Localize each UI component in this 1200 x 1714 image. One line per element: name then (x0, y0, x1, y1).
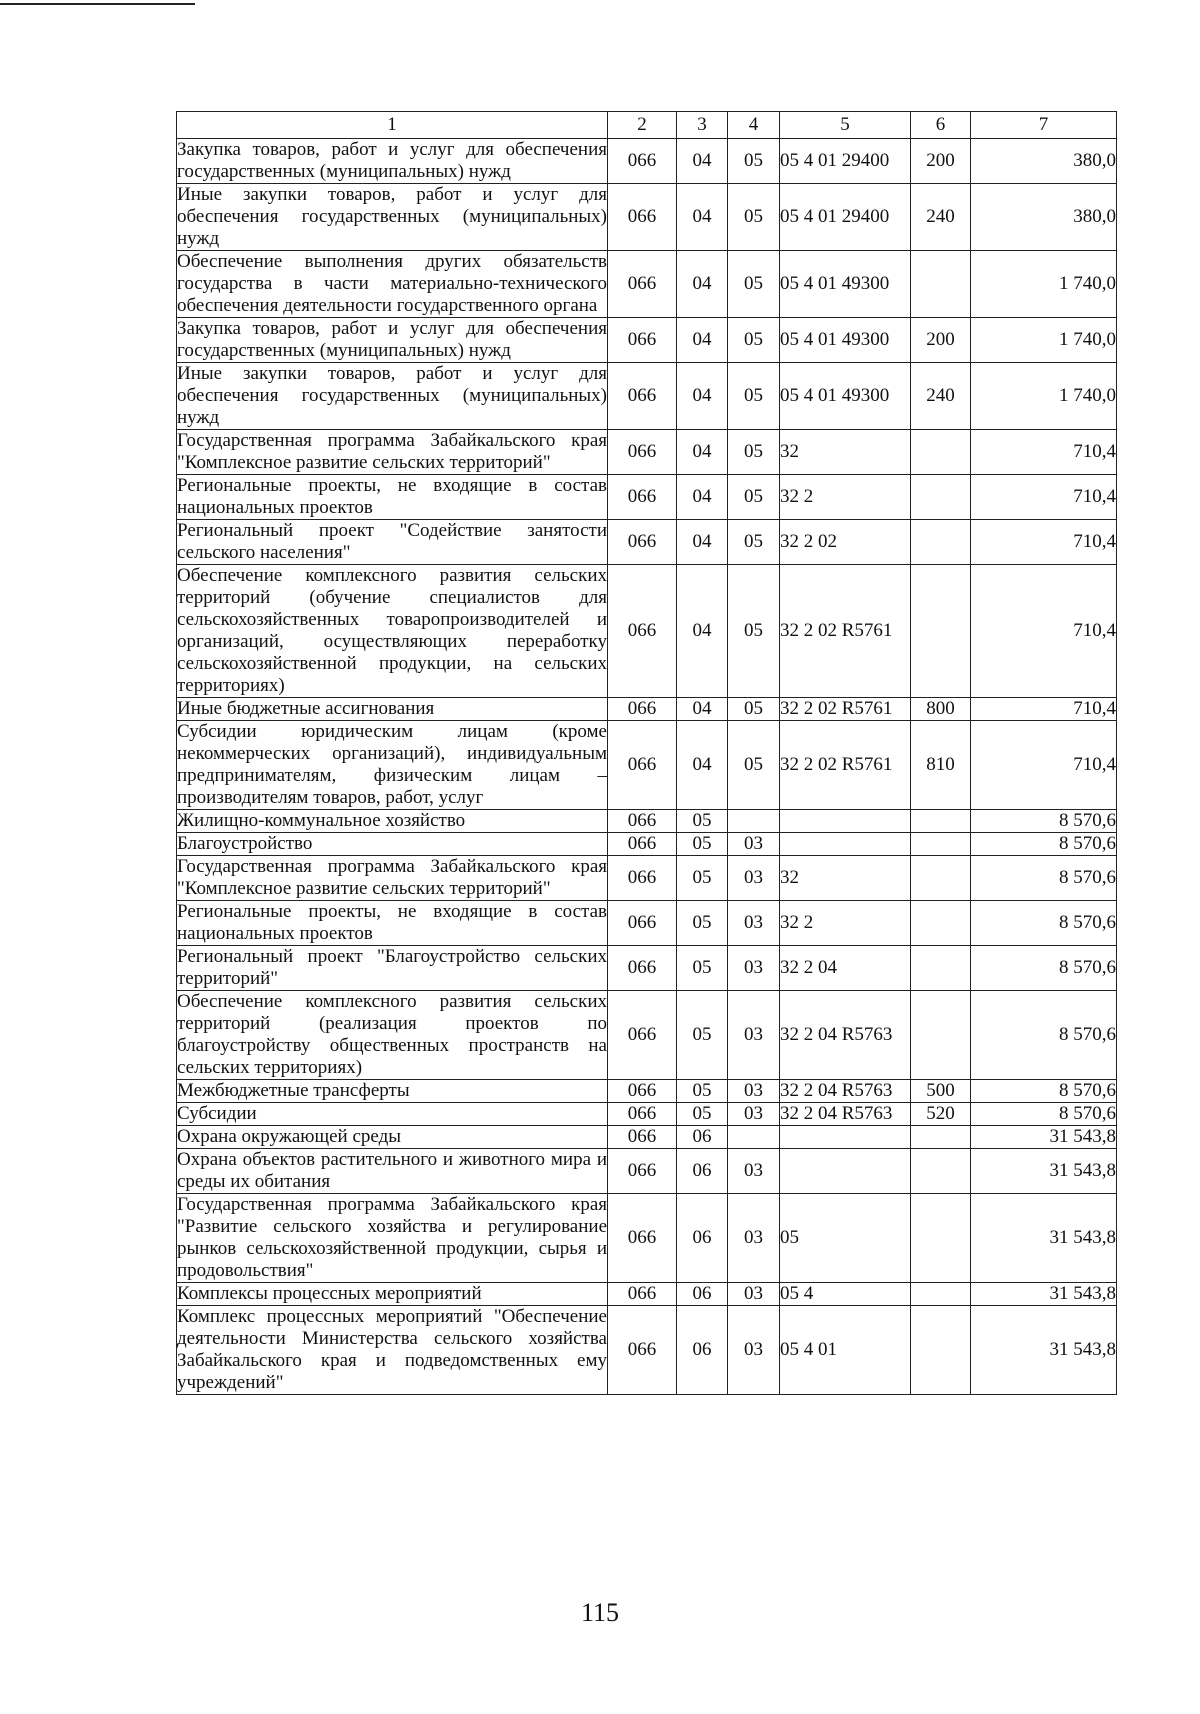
cell-target-article: 32 2 02 R5761 (780, 698, 911, 721)
cell-amount: 8 570,6 (971, 901, 1117, 946)
cell-target-article: 05 4 01 49300 (780, 318, 911, 363)
cell-target-article: 05 4 01 49300 (780, 363, 911, 430)
cell-expense-type: 500 (911, 1080, 971, 1103)
cell-subsection: 05 (728, 251, 780, 318)
cell-subsection: 05 (728, 721, 780, 810)
table-row (177, 520, 1117, 565)
cell-expense-type (911, 430, 971, 475)
row-name: Закупка товаров, работ и услуг для обеспечения государственных (муниципальных) нужд (177, 318, 607, 361)
cell-expense-type (911, 520, 971, 565)
cell-target-article: 32 2 04 R5763 (780, 991, 911, 1080)
cell-subsection: 03 (728, 856, 780, 901)
column-header: 5 (780, 112, 911, 139)
cell-target-article: 32 2 04 R5763 (780, 1103, 911, 1126)
row-name: Охрана окружающей среды (177, 1126, 608, 1149)
column-header: 4 (728, 112, 780, 139)
row-name: Государственная программа Забайкальского края "Комплексное развитие сельских территорий" (177, 856, 607, 899)
cell-amount: 8 570,6 (971, 991, 1117, 1080)
table-body (177, 139, 1117, 1395)
cell-subsection: 03 (728, 901, 780, 946)
cell-admin-code: 066 (608, 1080, 677, 1103)
cell-admin-code: 066 (608, 1126, 677, 1149)
cell-subsection: 05 (728, 184, 780, 251)
cell-subsection (728, 1126, 780, 1149)
cell-subsection: 03 (728, 1194, 780, 1283)
page-number: 115 (580, 1598, 620, 1627)
table-row (177, 475, 1117, 520)
cell-amount: 380,0 (971, 139, 1117, 184)
cell-admin-code: 066 (608, 139, 677, 184)
cell-expense-type: 240 (911, 363, 971, 430)
row-name: Комплекс процессных мероприятий "Обеспечение деятельности Министерства сельского хозяйства Забайкальского края и подведомственных ему учреждений" (177, 1306, 607, 1393)
cell-amount: 8 570,6 (971, 833, 1117, 856)
cell-target-article: 32 2 02 R5761 (780, 565, 911, 698)
cell-admin-code: 066 (608, 856, 677, 901)
cell-section: 04 (677, 565, 728, 698)
budget-table (176, 111, 1117, 1395)
cell-expense-type (911, 833, 971, 856)
cell-section: 06 (677, 1306, 728, 1395)
table-row (177, 565, 1117, 698)
cell-admin-code: 066 (608, 318, 677, 363)
cell-section: 04 (677, 318, 728, 363)
cell-subsection: 03 (728, 833, 780, 856)
cell-admin-code: 066 (608, 1194, 677, 1283)
cell-section: 05 (677, 1103, 728, 1126)
row-name: Региональные проекты, не входящие в состав национальных проектов (177, 475, 607, 518)
cell-target-article: 32 2 (780, 901, 911, 946)
cell-section: 04 (677, 721, 728, 810)
cell-admin-code: 066 (608, 721, 677, 810)
row-name: Государственная программа Забайкальского края "Развитие сельского хозяйства и регулирование рынков сельскохозяйственной продукции, сырья и продовольствия" (177, 1194, 607, 1281)
column-header: 1 (177, 112, 608, 139)
row-name: Иные закупки товаров, работ и услуг для обеспечения государственных (муниципальных) нужд (177, 184, 607, 249)
cell-expense-type (911, 1306, 971, 1395)
row-name: Иные закупки товаров, работ и услуг для обеспечения государственных (муниципальных) нужд (177, 363, 607, 428)
cell-subsection: 05 (728, 475, 780, 520)
cell-expense-type (911, 856, 971, 901)
cell-target-article: 32 2 02 R5761 (780, 721, 911, 810)
cell-expense-type: 200 (911, 139, 971, 184)
row-name: Жилищно-коммунальное хозяйство (177, 810, 608, 833)
cell-expense-type (911, 1283, 971, 1306)
cell-target-article: 05 4 01 49300 (780, 251, 911, 318)
cell-expense-type (911, 946, 971, 991)
row-name: Благоустройство (177, 833, 608, 856)
cell-expense-type (911, 810, 971, 833)
cell-section: 05 (677, 833, 728, 856)
row-name: Субсидии (177, 1103, 608, 1126)
cell-amount: 8 570,6 (971, 1103, 1117, 1126)
cell-section: 04 (677, 475, 728, 520)
row-name: Субсидии юридическим лицам (кроме некоммерческих организаций), индивидуальным предпринимателям, физическим лицам – производителям товаров, работ, услуг (177, 721, 607, 808)
cell-section: 04 (677, 184, 728, 251)
cell-amount: 380,0 (971, 184, 1117, 251)
cell-target-article: 05 4 01 (780, 1306, 911, 1395)
cell-amount: 710,4 (971, 520, 1117, 565)
cell-subsection: 05 (728, 565, 780, 698)
cell-admin-code: 066 (608, 810, 677, 833)
cell-target-article: 05 4 01 29400 (780, 139, 911, 184)
cell-amount: 31 543,8 (971, 1194, 1117, 1283)
cell-subsection: 05 (728, 139, 780, 184)
table-row (177, 1126, 1117, 1149)
cell-target-article (780, 833, 911, 856)
cell-amount: 8 570,6 (971, 810, 1117, 833)
cell-admin-code: 066 (608, 991, 677, 1080)
cell-section: 04 (677, 139, 728, 184)
row-name: Межбюджетные трансферты (177, 1080, 608, 1103)
cell-amount: 8 570,6 (971, 856, 1117, 901)
cell-admin-code: 066 (608, 833, 677, 856)
cell-section: 06 (677, 1194, 728, 1283)
table-header-row (177, 112, 1117, 139)
row-name: Комплексы процессных мероприятий (177, 1283, 608, 1306)
table-row (177, 1103, 1117, 1126)
table-row (177, 139, 1117, 184)
cell-target-article: 32 2 04 (780, 946, 911, 991)
cell-target-article: 32 (780, 430, 911, 475)
cell-expense-type: 200 (911, 318, 971, 363)
cell-expense-type: 800 (911, 698, 971, 721)
cell-admin-code: 066 (608, 901, 677, 946)
row-name: Обеспечение комплексного развития сельских территорий (реализация проектов по благоустройству общественных пространств на сельских территориях) (177, 991, 607, 1078)
cell-admin-code: 066 (608, 184, 677, 251)
cell-subsection: 03 (728, 1306, 780, 1395)
table-row (177, 833, 1117, 856)
cell-section: 05 (677, 991, 728, 1080)
cell-admin-code: 066 (608, 565, 677, 698)
column-header: 6 (911, 112, 971, 139)
table-row (177, 698, 1117, 721)
cell-admin-code: 066 (608, 1306, 677, 1395)
cell-admin-code: 066 (608, 698, 677, 721)
table-row (177, 1306, 1117, 1395)
table-row (177, 721, 1117, 810)
table-row (177, 901, 1117, 946)
cell-admin-code: 066 (608, 475, 677, 520)
cell-expense-type (911, 1194, 971, 1283)
cell-section: 06 (677, 1126, 728, 1149)
table-row (177, 251, 1117, 318)
cell-target-article: 32 2 02 (780, 520, 911, 565)
table-row (177, 991, 1117, 1080)
cell-subsection: 03 (728, 1283, 780, 1306)
cell-admin-code: 066 (608, 520, 677, 565)
cell-subsection: 05 (728, 430, 780, 475)
row-name: Государственная программа Забайкальского края "Комплексное развитие сельских территорий" (177, 430, 607, 473)
cell-amount: 8 570,6 (971, 946, 1117, 991)
cell-target-article (780, 1126, 911, 1149)
cell-expense-type: 520 (911, 1103, 971, 1126)
column-header: 3 (677, 112, 728, 139)
table-row (177, 1080, 1117, 1103)
cell-amount: 1 740,0 (971, 251, 1117, 318)
column-header: 7 (971, 112, 1117, 139)
row-name: Обеспечение комплексного развития сельских территорий (обучение специалистов для сельскохозяйственных товаропроизводителей и организаций, осуществляющих переработку сельскохозяйственной продукции, на сельских территориях) (177, 565, 607, 696)
cell-admin-code: 066 (608, 363, 677, 430)
cell-target-article: 32 (780, 856, 911, 901)
row-name: Региональный проект "Благоустройство сельских территорий" (177, 946, 607, 989)
cell-admin-code: 066 (608, 946, 677, 991)
cell-target-article: 05 (780, 1194, 911, 1283)
table-row (177, 946, 1117, 991)
cell-subsection: 03 (728, 991, 780, 1080)
cell-subsection: 05 (728, 363, 780, 430)
cell-expense-type: 810 (911, 721, 971, 810)
cell-expense-type (911, 901, 971, 946)
cell-target-article (780, 810, 911, 833)
cell-amount: 710,4 (971, 430, 1117, 475)
cell-section: 06 (677, 1149, 728, 1194)
cell-amount: 1 740,0 (971, 318, 1117, 363)
cell-subsection: 03 (728, 1149, 780, 1194)
cell-expense-type: 240 (911, 184, 971, 251)
cell-admin-code: 066 (608, 430, 677, 475)
cell-admin-code: 066 (608, 1149, 677, 1194)
cell-section: 05 (677, 856, 728, 901)
cell-amount: 710,4 (971, 721, 1117, 810)
cell-amount: 8 570,6 (971, 1080, 1117, 1103)
cell-expense-type (911, 1126, 971, 1149)
table-row (177, 1283, 1117, 1306)
row-name: Охрана объектов растительного и животного мира и среды их обитания (177, 1149, 607, 1192)
cell-amount: 710,4 (971, 475, 1117, 520)
cell-subsection: 03 (728, 1103, 780, 1126)
cell-target-article: 32 2 04 R5763 (780, 1080, 911, 1103)
row-name: Иные бюджетные ассигнования (177, 698, 608, 721)
top-edge-rule (0, 3, 195, 5)
table-row (177, 430, 1117, 475)
cell-section: 04 (677, 251, 728, 318)
row-name: Закупка товаров, работ и услуг для обеспечения государственных (муниципальных) нужд (177, 139, 607, 182)
cell-admin-code: 066 (608, 1103, 677, 1126)
cell-expense-type (911, 565, 971, 698)
cell-amount: 31 543,8 (971, 1149, 1117, 1194)
table-row (177, 810, 1117, 833)
cell-expense-type (911, 475, 971, 520)
cell-subsection: 05 (728, 318, 780, 363)
table-row (177, 1149, 1117, 1194)
cell-section: 05 (677, 1080, 728, 1103)
cell-section: 04 (677, 430, 728, 475)
cell-target-article: 05 4 (780, 1283, 911, 1306)
cell-amount: 31 543,8 (971, 1283, 1117, 1306)
cell-target-article (780, 1149, 911, 1194)
cell-subsection (728, 810, 780, 833)
cell-section: 04 (677, 698, 728, 721)
table-row (177, 318, 1117, 363)
cell-admin-code: 066 (608, 251, 677, 318)
cell-target-article: 32 2 (780, 475, 911, 520)
table-row (177, 1194, 1117, 1283)
cell-expense-type (911, 991, 971, 1080)
cell-subsection: 05 (728, 698, 780, 721)
row-name: Региональный проект "Содействие занятости сельского населения" (177, 520, 607, 563)
cell-expense-type (911, 251, 971, 318)
table-row (177, 363, 1117, 430)
cell-subsection: 05 (728, 520, 780, 565)
cell-section: 05 (677, 946, 728, 991)
cell-amount: 31 543,8 (971, 1306, 1117, 1395)
cell-amount: 710,4 (971, 698, 1117, 721)
cell-section: 05 (677, 901, 728, 946)
cell-section: 06 (677, 1283, 728, 1306)
cell-subsection: 03 (728, 946, 780, 991)
cell-amount: 1 740,0 (971, 363, 1117, 430)
cell-expense-type (911, 1149, 971, 1194)
cell-target-article: 05 4 01 29400 (780, 184, 911, 251)
column-header: 2 (608, 112, 677, 139)
cell-amount: 710,4 (971, 565, 1117, 698)
table-row (177, 856, 1117, 901)
cell-amount: 31 543,8 (971, 1126, 1117, 1149)
cell-admin-code: 066 (608, 1283, 677, 1306)
cell-subsection: 03 (728, 1080, 780, 1103)
cell-section: 04 (677, 520, 728, 565)
cell-section: 04 (677, 363, 728, 430)
row-name: Обеспечение выполнения других обязательств государства в части материально-технического обеспечения деятельности государственного органа (177, 251, 607, 316)
row-name: Региональные проекты, не входящие в состав национальных проектов (177, 901, 607, 944)
cell-section: 05 (677, 810, 728, 833)
table-row (177, 184, 1117, 251)
